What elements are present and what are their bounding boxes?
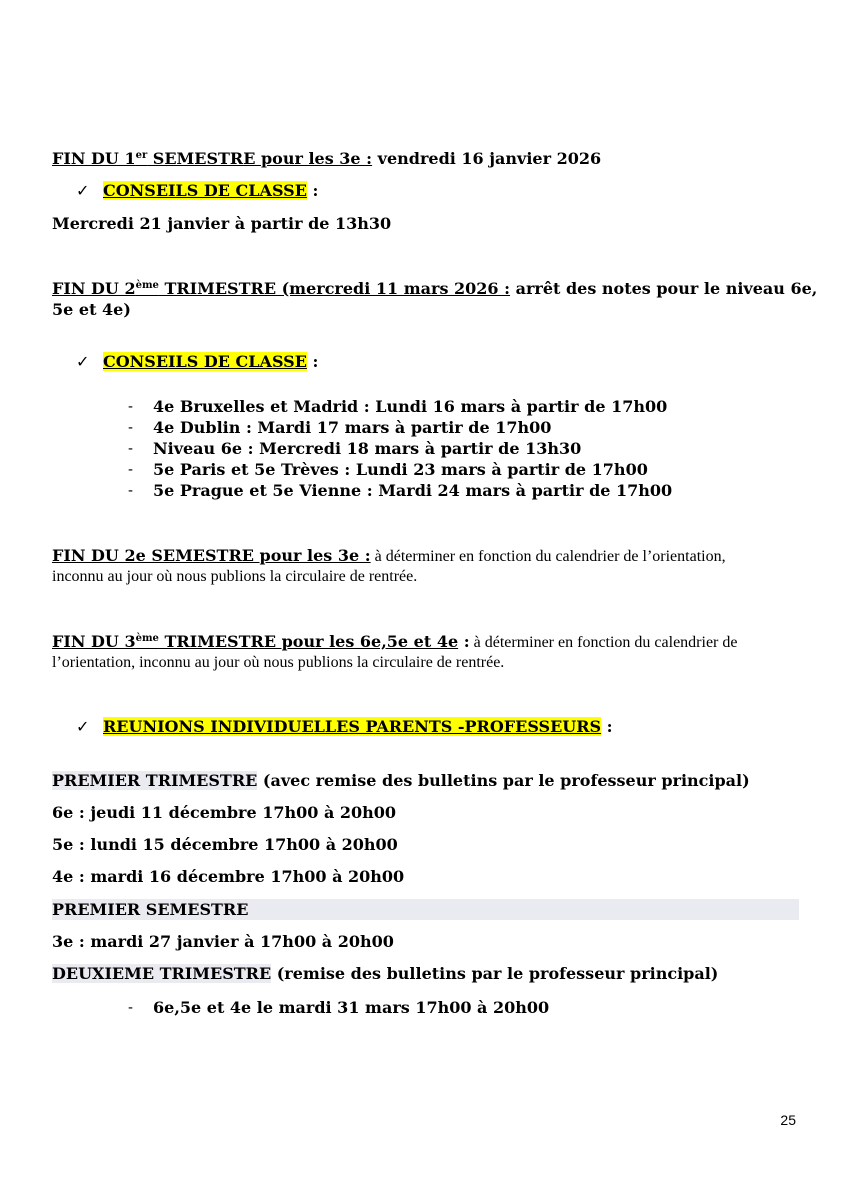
list-item: 5e : lundi 15 décembre 17h00 à 20h00 bbox=[52, 835, 398, 854]
conseils-de-classe-heading-1: CONSEILS DE CLASSE : bbox=[103, 181, 319, 200]
list-item: 6e : jeudi 11 décembre 17h00 à 20h00 bbox=[52, 803, 397, 822]
checkmark-icon: ✓ bbox=[76, 717, 90, 736]
list-item: 5e Prague et 5e Vienne : Mardi 24 mars à partir de 17h00 bbox=[153, 481, 673, 500]
fin-2e-semestre-line2: inconnu au jour où nous publions la circulaire de rentrée. bbox=[52, 568, 418, 585]
list-item: 4e Bruxelles et Madrid : Lundi 16 mars à partir de 17h00 bbox=[153, 397, 668, 416]
list-item: Niveau 6e : Mercredi 18 mars à partir de 13h30 bbox=[153, 439, 582, 458]
list-item: 3e : mardi 27 janvier à 17h00 à 20h00 bbox=[52, 932, 394, 951]
list-item: 4e Dublin : Mardi 17 mars à partir de 17h00 bbox=[153, 418, 552, 437]
page-number: 25 bbox=[780, 1112, 796, 1128]
heading-fin-1er-semestre: FIN DU 1er SEMESTRE pour les 3e : vendredi 16 janvier 2026 bbox=[52, 149, 602, 168]
premier-trimestre-heading: PREMIER TRIMESTRE (avec remise des bulletins par le professeur principal) bbox=[52, 771, 750, 790]
heading-fin-2e-semestre: FIN DU 2e SEMESTRE pour les 3e : à déterminer en fonction du calendrier de l’orientation, bbox=[52, 546, 726, 565]
checkmark-icon: ✓ bbox=[76, 352, 90, 371]
heading-fin-2eme-trimestre: FIN DU 2ème TRIMESTRE (mercredi 11 mars 2026 : arrêt des notes pour le niveau 6e, bbox=[52, 279, 818, 298]
list-item: 6e,5e et 4e le mardi 31 mars 17h00 à 20h00 bbox=[153, 998, 550, 1017]
premier-semestre-heading: PREMIER SEMESTRE bbox=[52, 899, 799, 920]
bullet-dash: - bbox=[128, 440, 133, 457]
list-item: 5e Paris et 5e Trèves : Lundi 23 mars à partir de 17h00 bbox=[153, 460, 648, 479]
heading-fin-2eme-trimestre-line2: 5e et 4e) bbox=[52, 300, 131, 319]
bullet-dash: - bbox=[128, 999, 133, 1016]
conseils-de-classe-heading-2: CONSEILS DE CLASSE : bbox=[103, 352, 319, 371]
bullet-dash: - bbox=[128, 419, 133, 436]
conseils-date-1: Mercredi 21 janvier à partir de 13h30 bbox=[52, 214, 392, 233]
list-item: 4e : mardi 16 décembre 17h00 à 20h00 bbox=[52, 867, 405, 886]
checkmark-icon: ✓ bbox=[76, 181, 90, 200]
bullet-dash: - bbox=[128, 461, 133, 478]
heading-fin-3eme-trimestre: FIN DU 3ème TRIMESTRE pour les 6e,5e et 4e : à déterminer en fonction du calendrier de bbox=[52, 632, 738, 651]
bullet-dash: - bbox=[128, 482, 133, 499]
deuxieme-trimestre-heading: DEUXIEME TRIMESTRE (remise des bulletins par le professeur principal) bbox=[52, 964, 719, 983]
bullet-dash: - bbox=[128, 398, 133, 415]
fin-3eme-trimestre-line2: l’orientation, inconnu au jour où nous publions la circulaire de rentrée. bbox=[52, 654, 505, 671]
reunions-heading: REUNIONS INDIVIDUELLES PARENTS -PROFESSEURS : bbox=[103, 717, 613, 736]
